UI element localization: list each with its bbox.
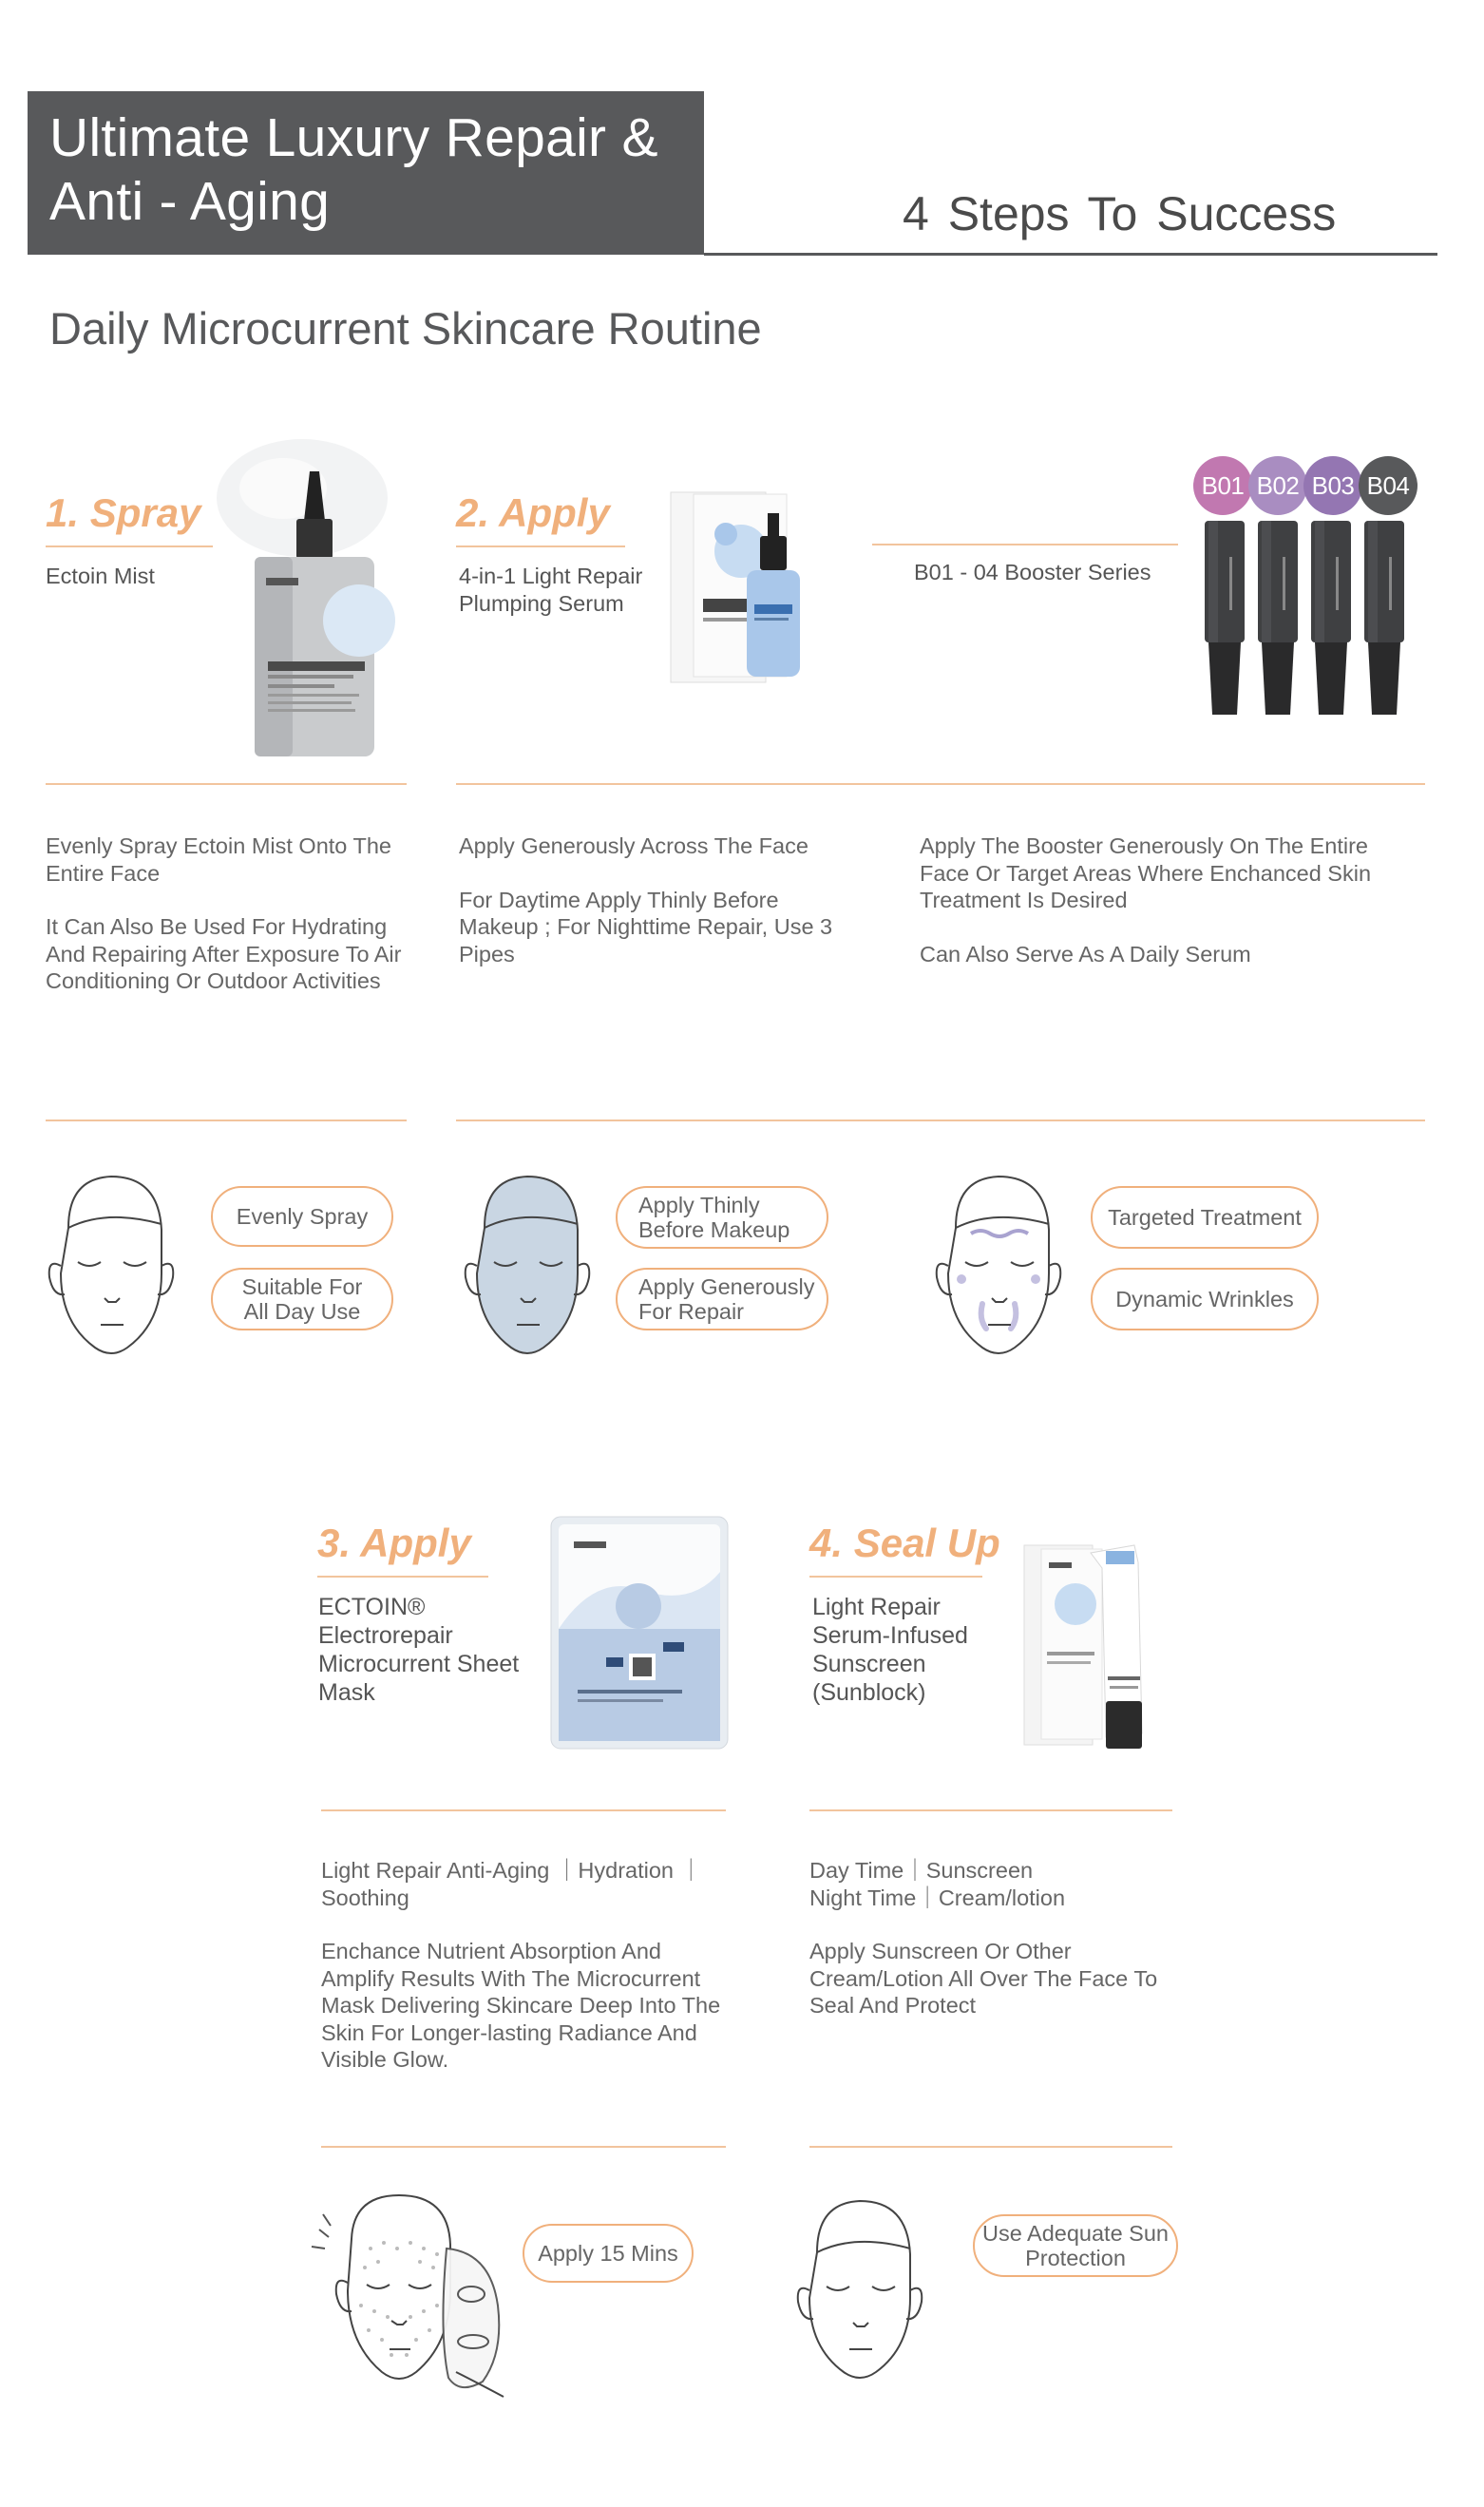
page-title-line2: Anti - Aging <box>49 171 331 232</box>
step1-pill-all-day: Suitable For All Day Use <box>211 1268 393 1330</box>
step1-product-name: Ectoin Mist <box>46 564 155 588</box>
step2-pill-thin-makeup: Apply Thinly Before Makeup <box>616 1186 828 1249</box>
steps-label: 4 Steps To Success <box>903 187 1337 240</box>
step4-product-line1: Light Repair <box>812 1594 941 1620</box>
step2-product-line2: Plumping Serum <box>459 590 624 616</box>
sunscreen-product-image <box>1020 1534 1163 1749</box>
face-illustration-serum <box>456 1171 599 1361</box>
step1-divider-top <box>46 783 407 785</box>
step3-product-line3: Microcurrent Sheet <box>318 1651 520 1677</box>
step1-pill-evenly-spray: Evenly Spray <box>211 1186 393 1247</box>
booster-pill-targeted: Targeted Treatment <box>1091 1186 1319 1249</box>
face-illustration-sunscreen <box>789 2195 931 2385</box>
step2-pill-generous-repair: Apply Generously For Repair <box>616 1268 828 1330</box>
face-illustration-mask <box>304 2191 542 2401</box>
step2-booster-divider-bottom <box>456 1120 1425 1121</box>
face-illustration-spray <box>40 1171 182 1361</box>
step3-description <box>321 1857 730 2074</box>
step2-title-rule <box>456 545 625 547</box>
step2-desc-para2: For Daytime Apply Thinly Before Makeup ; For Nighttime Repair, Use 3 Pipes <box>459 887 833 966</box>
step2-booster-divider-top <box>456 783 1425 785</box>
step4-title: 4. Seal Up <box>809 1521 1000 1565</box>
step3-product-line2: Electrorepair <box>318 1622 453 1649</box>
plumping-serum-product-image <box>665 485 855 684</box>
step2-title: 2. Apply <box>456 490 610 535</box>
booster-description <box>920 832 1414 967</box>
step3-desc-para1: Light Repair Anti-Aging ｜Hydration ｜ Soothing <box>321 1858 703 1910</box>
step4-pill-sun-protection: Use Adequate Sun Protection <box>973 2214 1178 2277</box>
step3-title: 3. Apply <box>317 1521 471 1565</box>
step4-desc-para2: Apply Sunscreen Or Other Cream/Lotion All Over The Face To Seal And Protect <box>809 1939 1158 2018</box>
step4-divider-top <box>809 1809 1172 1811</box>
sheet-mask-product-image <box>549 1515 730 1751</box>
step3-pill-15-mins: Apply 15 Mins <box>523 2224 694 2283</box>
step2-product-line1: 4-in-1 Light Repair <box>459 564 643 588</box>
step4-product-name <box>812 1593 968 1707</box>
step2-product-name <box>459 563 642 617</box>
step1-title: 1. Spray <box>46 490 201 535</box>
face-illustration-booster <box>927 1171 1070 1361</box>
step2-description <box>459 832 839 967</box>
step3-product-line4: Mask <box>318 1679 375 1706</box>
booster-badge-b02: B02 <box>1248 456 1307 515</box>
step1-description <box>46 832 411 995</box>
booster-product-name: B01 - 04 Booster Series <box>914 560 1151 584</box>
booster-tubes-image <box>1199 519 1414 718</box>
page-subtitle: Daily Microcurrent Skincare Routine <box>49 303 762 354</box>
step4-desc-line2: Night Time｜Cream/lotion <box>809 1885 1066 1910</box>
step1-title-rule <box>46 545 213 547</box>
ectoin-mist-product-image <box>217 435 399 758</box>
step2-desc-para1: Apply Generously Across The Face <box>459 833 809 858</box>
page-title-line1: Ultimate Luxury Repair & <box>49 107 658 168</box>
step4-product-line4: (Sunblock) <box>812 1679 926 1706</box>
booster-desc-para2: Can Also Serve As A Daily Serum <box>920 941 1251 966</box>
page-title <box>49 106 695 234</box>
step4-desc-line1: Day Time｜Sunscreen <box>809 1858 1034 1883</box>
step3-product-name <box>318 1593 519 1707</box>
step1-desc-para2: It Can Also Be Used For Hydrating And Repairing After Exposure To Air Conditioning Or Outdoor Activities <box>46 914 402 993</box>
booster-badge-b04: B04 <box>1359 456 1417 515</box>
step3-divider-top <box>321 1809 726 1811</box>
step1-divider-bottom <box>46 1120 407 1121</box>
step3-desc-para2: Enchance Nutrient Absorption And Amplify Results With The Microcurrent Mask Delivering Skincare Deep Into The Skin For Longer-lasting Radiance And Visible Glow. <box>321 1939 721 2072</box>
booster-title-rule <box>872 544 1178 545</box>
step4-description <box>809 1857 1189 2019</box>
booster-badge-b01: B01 <box>1193 456 1252 515</box>
step4-product-line3: Sunscreen <box>812 1651 926 1677</box>
booster-badge-b03: B03 <box>1303 456 1362 515</box>
booster-desc-para1: Apply The Booster Generously On The Entire Face Or Target Areas Where Enchanced Skin Treatment Is Desired <box>920 833 1372 912</box>
step3-title-rule <box>317 1576 488 1578</box>
step3-divider-bottom <box>321 2146 726 2148</box>
booster-pill-wrinkles: Dynamic Wrinkles <box>1091 1268 1319 1330</box>
header-divider <box>704 253 1437 256</box>
step3-product-line1: ECTOIN® <box>318 1594 426 1620</box>
step4-title-rule <box>809 1576 982 1578</box>
step4-divider-bottom <box>809 2146 1172 2148</box>
step4-product-line2: Serum-Infused <box>812 1622 968 1649</box>
step1-desc-para1: Evenly Spray Ectoin Mist Onto The Entire Face <box>46 833 391 886</box>
